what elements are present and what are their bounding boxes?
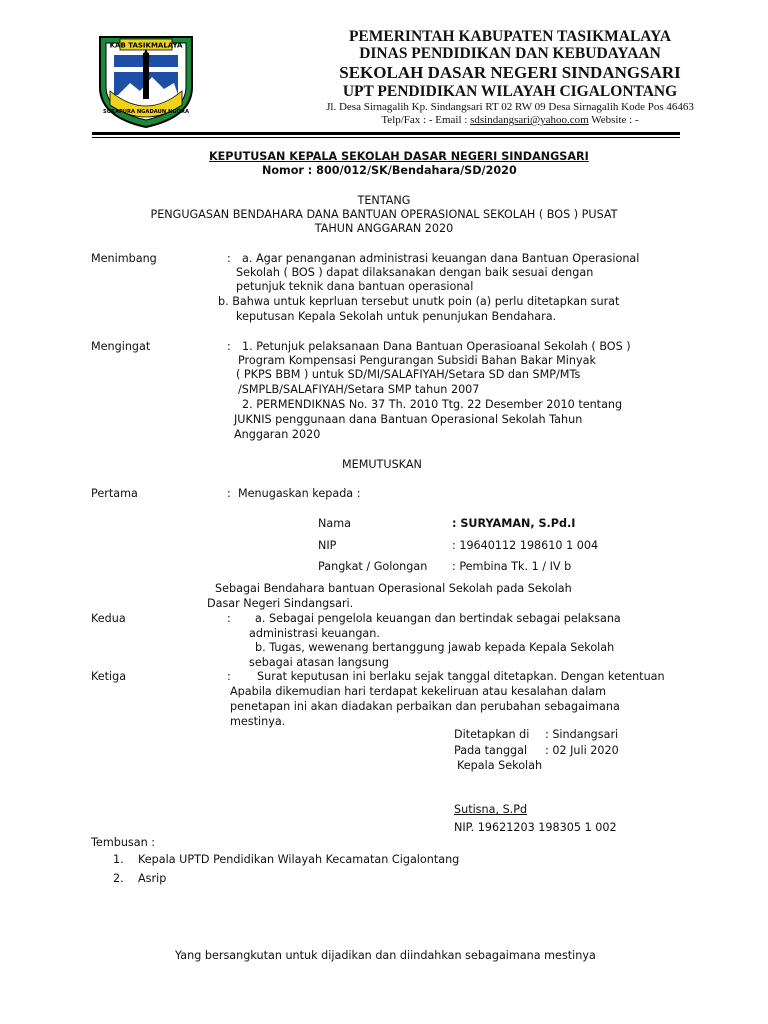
ketiga-line3: penetapan ini akan diadakan perbaikan dan perubahan sebagaimana: [230, 700, 620, 713]
pertama-text: Menugaskan kepada :: [238, 487, 361, 500]
tembusan-label: Tembusan :: [91, 836, 156, 849]
mengingat-colon: :: [227, 340, 231, 353]
menimbang-b-line1: b. Bahwa untuk keprluan tersebut unutk poin (a) perlu ditetapkan surat: [218, 295, 620, 308]
ditetapkan-value: : Sindangsari: [545, 728, 619, 741]
menimbang-a-line1: a. Agar penanganan administrasi keuangan dana Bantuan Operasional: [242, 252, 640, 265]
header-rule-thick: [92, 132, 680, 135]
mengingat-line1: 1. Petunjuk pelaksanaan Dana Bantuan Operasioanal Sekolah ( BOS ): [242, 340, 631, 353]
ketiga-line2: Apabila dikemudian hari terdapat kekeliruan atau kesalahan dalam: [230, 685, 607, 698]
mengingat-line2: Program Kompensasi Pengurangan Subsidi Bahan Bakar Minyak: [238, 354, 596, 367]
tentang-label: TENTANG: [357, 194, 411, 207]
kedua-a-line1: a. Sebagai pengelola keuangan dan bertindak sebagai pelaksana: [255, 612, 621, 625]
kedua-colon: :: [227, 612, 231, 625]
kedua-label: Kedua: [91, 612, 126, 625]
ketiga-line4: mestinya.: [230, 715, 286, 728]
regency-logo: [94, 25, 198, 129]
tembusan-item-1: Kepala UPTD Pendidikan Wilayah Kecamatan Cigalontang: [138, 853, 460, 866]
signer-nip: NIP. 19621203 198305 1 002: [454, 821, 617, 834]
nip-value: : 19640112 198610 1 004: [452, 539, 599, 552]
header-school: SEKOLAH DASAR NEGERI SINDANGSARI: [339, 63, 681, 82]
tembusan-item-1-num: 1.: [113, 853, 124, 866]
ketiga-line1: Surat keputusan ini berlaku sejak tanggal ditetapkan. Dengan ketentuan: [257, 670, 665, 683]
mengingat-line5: 2. PERMENDIKNAS No. 37 Th. 2010 Ttg. 22 Desember 2010 tentang: [242, 398, 623, 411]
nama-label: Nama: [318, 517, 351, 530]
pertama-colon: :: [227, 487, 231, 500]
kedua-a-line2: administrasi keuangan.: [249, 627, 380, 640]
subject-line2: TAHUN ANGGARAN 2020: [314, 222, 454, 235]
signer-name: Sutisna, S.Pd: [454, 803, 528, 816]
kedua-b-line1: b. Tugas, wewenang bertanggung jawab kepada Kepala Sekolah: [255, 641, 615, 654]
logo-bottom-text: SUKAPURA NGADAUN NGORA: [103, 109, 189, 115]
pangkat-value: : Pembina Tk. 1 / IV b: [452, 560, 572, 573]
nama-value: : SURYAMAN, S.Pd.I: [452, 517, 576, 530]
logo-top-text: KAB TASIKMALAYA: [109, 41, 183, 50]
email-link[interactable]: sdsindangsari@yahoo.com: [470, 114, 589, 126]
kedua-b-line2: sebagai atasan langsung: [249, 656, 389, 669]
pertama-desc-line2: Dasar Negeri Sindangsari.: [207, 597, 354, 610]
pertama-desc-line1: Sebagai Bendahara bantuan Operasional Sekolah pada Sekolah: [215, 582, 572, 595]
mengingat-line7: Anggaran 2020: [234, 428, 321, 441]
menimbang-a-line3: petunjuk teknik dana bantuan operasional: [236, 280, 474, 293]
menimbang-b-line2: keputusan Kepala Sekolah untuk penunjukan Bendahara.: [236, 310, 557, 323]
pertama-label: Pertama: [91, 487, 138, 500]
ketiga-colon: :: [227, 670, 231, 683]
tembusan-item-2-num: 2.: [113, 872, 124, 885]
menimbang-label: Menimbang: [91, 252, 157, 265]
ditetapkan-label: Ditetapkan di: [454, 728, 530, 741]
pangkat-label: Pangkat / Golongan: [318, 560, 428, 573]
signer-title: Kepala Sekolah: [457, 759, 543, 772]
footer-note: Yang bersangkutan untuk dijadikan dan diindahkan sebagaimana mestinya: [175, 949, 596, 962]
header-upt: UPT PENDIDIKAN WILAYAH CIGALONTANG: [342, 83, 678, 100]
menimbang-colon: :: [227, 252, 231, 265]
memutuskan-label: MEMUTUSKAN: [342, 458, 422, 471]
header-contact: Telp/Fax : - Email : sdsindangsari@yahoo.com Website : -: [381, 114, 639, 126]
menimbang-a-line2: Sekolah ( BOS ) dapat dilaksanakan dengan baik sesuai dengan: [236, 266, 594, 279]
ketiga-label: Ketiga: [91, 670, 127, 683]
header-address: Jl. Desa Sirnagalih Kp. Sindangsari RT 02 RW 09 Desa Sirnagalih Kode Pos 46463: [326, 101, 694, 113]
nip-label: NIP: [318, 539, 337, 552]
mengingat-line3: ( PKPS BBM ) untuk SD/MI/SALAFIYAH/Setara SD dan SMP/MTs: [236, 368, 581, 381]
tanggal-value: : 02 Juli 2020: [545, 744, 619, 757]
mengingat-line4: /SMPLB/SALAFIYAH/Setara SMP tahun 2007: [238, 383, 480, 396]
mengingat-line6: JUKNIS penggunaan dana Bantuan Operasional Sekolah Tahun: [234, 413, 583, 426]
header-department: DINAS PENDIDIKAN DAN KEBUDAYAAN: [359, 45, 661, 62]
decree-heading: KEPUTUSAN KEPALA SEKOLAH DASAR NEGERI SINDANGSARI: [209, 150, 589, 163]
tembusan-item-2: Asrip: [138, 872, 167, 885]
header-government: PEMERINTAH KABUPATEN TASIKMALAYA: [348, 28, 672, 45]
mengingat-label: Mengingat: [91, 340, 151, 353]
decree-number: Nomor : 800/012/SK/Bendahara/SD/2020: [262, 164, 517, 177]
header-rule-thin: [92, 137, 680, 138]
tanggal-label: Pada tanggal: [454, 744, 528, 757]
subject-line1: PENGUGASAN BENDAHARA DANA BANTUAN OPERASIONAL SEKOLAH ( BOS ) PUSAT: [150, 208, 618, 221]
